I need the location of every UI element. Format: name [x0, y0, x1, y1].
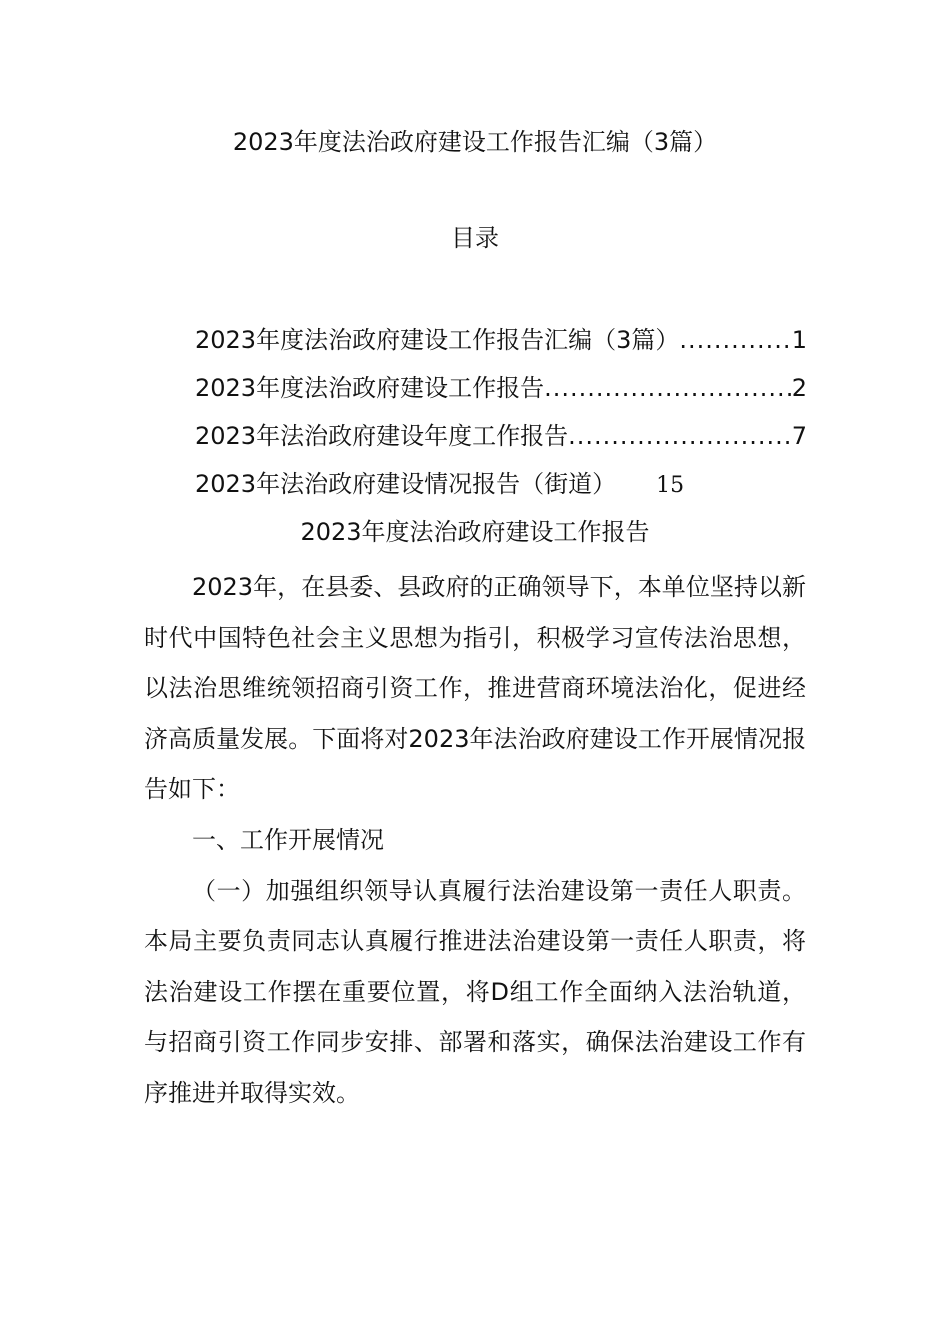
table-of-contents [195, 320, 807, 508]
toc-entry[interactable] [195, 368, 807, 416]
toc-heading: 目录 [451, 224, 499, 252]
toc-entry[interactable] [195, 416, 807, 464]
toc-entry[interactable] [195, 464, 807, 508]
toc-entry-page: 1 [791, 326, 807, 354]
toc-entry-page: 2 [791, 374, 807, 402]
toc-entry-page: 7 [791, 422, 807, 450]
section-title: 2023年度法治政府建设工作报告 [300, 518, 650, 546]
paragraph: 一、工作开展情况 [192, 825, 384, 854]
toc-entry-label: 2023年法治政府建设情况报告（街道） [195, 470, 617, 498]
toc-entry-label: 2023年法治政府建设年度工作报告 [195, 422, 569, 450]
paragraph: （一）加强组织领导认真履行法治建设第一责任人职责。本局主要负责同志认真履行推进法治建设第一责任人职责，将法治建设工作摆在重要位置，将D组工作全面纳入法治轨道，与招商引资工作同步安排、部署和落实，确保法治建设工作有序推进并取得实效。 [144, 876, 806, 1107]
toc-entry-label: 2023年度法治政府建设工作报告汇编（3篇） [195, 326, 680, 354]
toc-entry[interactable] [195, 320, 807, 368]
document-title: 2023年度法治政府建设工作报告汇编（3篇） [232, 128, 718, 156]
toc-entry-label: 2023年度法治政府建设工作报告 [195, 374, 545, 402]
paragraph: 2023年，在县委、县政府的正确领导下，本单位坚持以新时代中国特色社会主义思想为指引，积极学习宣传法治思想，以法治思维统领招商引资工作，推进营商环境法治化，促进经济高质量发展。下面将对2023年法治政府建设工作开展情况报告如下： [144, 573, 806, 804]
toc-leader-dots [568, 416, 792, 456]
toc-entry-page: 15 [656, 473, 685, 498]
toc-leader-dots [544, 368, 792, 408]
toc-leader-dots [679, 320, 791, 360]
body-text [144, 562, 806, 1119]
